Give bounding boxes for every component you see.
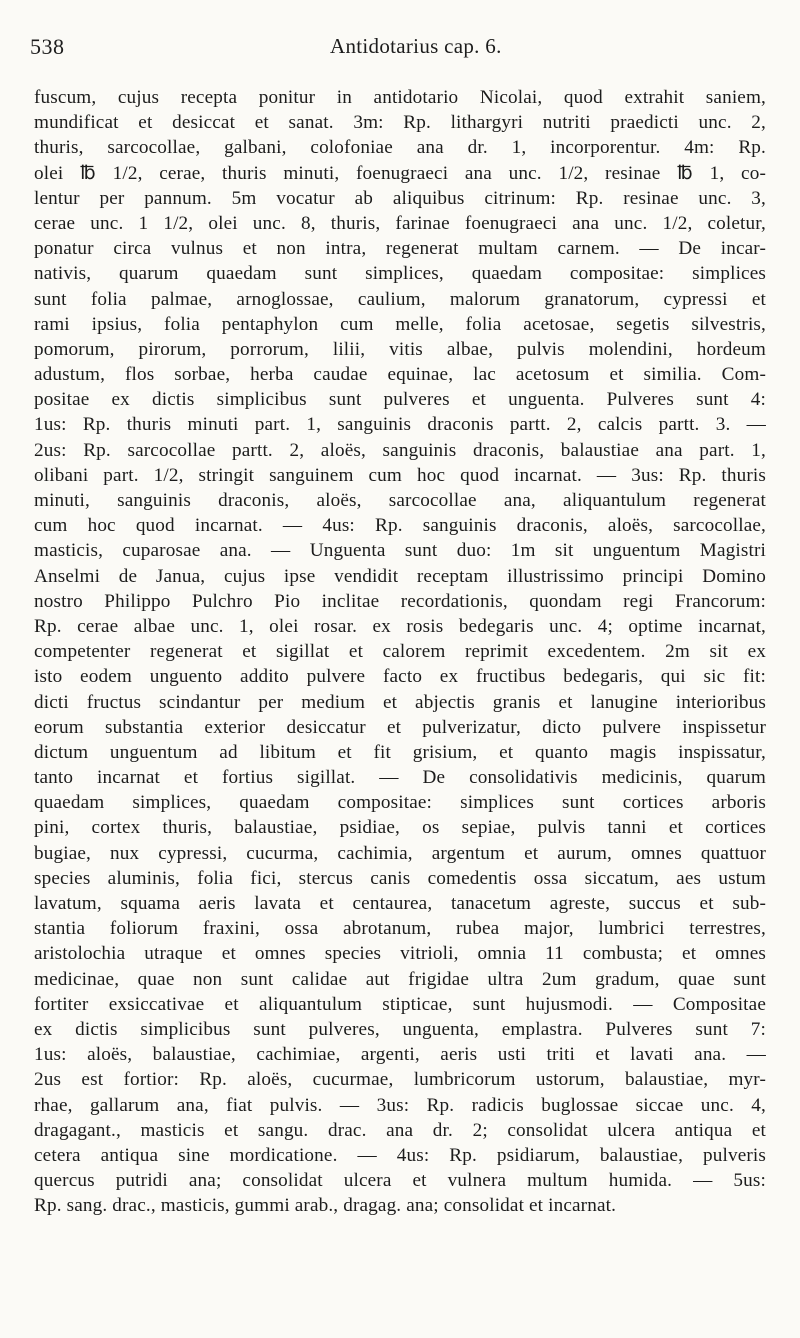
text-line: 1us: aloës, balaustiae, cachimiae, argenti, aeris usti triti et lavati ana. — [34, 1044, 766, 1066]
page-header [30, 34, 770, 64]
text-line: lavatum, squama aeris lavata et centaurea, tanacetum agreste, succus et sub- [34, 893, 766, 914]
text-line: pini, cortex thuris, balaustiae, psidiae, os sepiae, pulvis tanni et cortices [34, 817, 766, 839]
text-line: dicti fructus scindantur per medium et abjectis granis et lanugine interioribus [34, 691, 766, 713]
text-line: ex dictis simplicibus sunt pulveres, unguenta, emplastra. Pulveres sunt 7: [34, 1018, 766, 1040]
text-line: adustum, flos sorbae, herba caudae equinae, lac acetosum et similia. Com- [34, 364, 766, 386]
text-line: species aluminis, folia fici, stercus canis comedentis ossa siccatum, aes ustum [34, 867, 766, 889]
text-line: dragagant., masticis et sangu. drac. ana dr. 2; consolidat ulcera antiqua et [34, 1119, 766, 1141]
text-line: rami ipsius, folia pentaphylon cum melle, folia acetosae, segetis silvestris, [34, 313, 766, 335]
text-line: eorum substantia exterior desiccatur et pulverizatur, dicto pulvere inspissetur [34, 716, 766, 738]
text-line: mundificat et desiccat et sanat. 3m: Rp. lithargyri nutriti praedicti unc. 2, [34, 112, 766, 134]
text-line: stantia foliorum fraxini, ossa abrotanum, rubea major, lumbrici terrestres, [34, 918, 766, 940]
text-line: cerae unc. 1 1/2, olei unc. 8, thuris, farinae foenugraeci ana unc. 1/2, coletur, [34, 212, 766, 234]
text-line: fuscum, cujus recepta ponitur in antidotario Nicolai, quod extrahit saniem, [34, 87, 766, 108]
text-line: 2us est fortior: Rp. aloës, cucurmae, lumbricorum ustorum, balaustiae, myr- [34, 1069, 766, 1091]
text-line: ponatur circa vulnus et non intra, regenerat multam carnem. — De incar- [34, 238, 766, 260]
text-line: quaedam simplices, quaedam compositae: simplices sunt cortices arboris [34, 792, 766, 814]
text-line: masticis, cuparosae ana. — Unguenta sunt duo: 1m sit unguentum Magistri [34, 540, 766, 562]
body-text [34, 85, 766, 1218]
text-line: aristolochia utraque et omnes species vitrioli, omnia 11 combusta; et omnes [34, 943, 766, 965]
text-line: Anselmi de Janua, cujus ipse vendidit receptam illustrissimo principi Domino [34, 565, 766, 587]
text-line: 2us: Rp. sarcocollae partt. 2, aloës, sanguinis draconis, balaustiae ana part. 1, [34, 439, 766, 461]
text-line: isto eodem unguento addito pulvere facto ex fructibus bedegaris, qui sic fit: [34, 666, 766, 688]
text-line: cetera antiqua sine mordicatione. — 4us: Rp. psidiarum, balaustiae, pulveris [34, 1144, 766, 1166]
text-line: lentur per pannum. 5m vocatur ab aliquibus citrinum: Rp. resinae unc. 3, [34, 187, 766, 209]
text-line: nostro Philippo Pulchro Pio inclitae recordationis, quondam regi Francorum: [34, 590, 766, 612]
text-line: cum hoc quod incarnat. — 4us: Rp. sanguinis draconis, aloës, sarcocollae, [34, 515, 766, 537]
text-line: minuti, sanguinis draconis, aloës, sarcocollae ana, aliquantulum regenerat [34, 490, 766, 511]
text-line: bugiae, nux cypressi, cucurma, cachimia, argentum et aurum, omnes quattuor [34, 842, 766, 864]
text-line: pomorum, pirorum, porrorum, lilii, vitis albae, pulvis molendini, hordeum [34, 338, 766, 360]
text-line: Rp. sang. drac., masticis, gummi arab., dragag. ana; consolidat et incarnat. [34, 1195, 617, 1217]
text-line: dictum unguentum ad libitum et fit grisium, et quanto magis inspissatur, [34, 741, 766, 763]
page-number: 538 [30, 34, 65, 59]
text-line: sunt folia palmae, arnoglossae, caulium, malorum granatorum, cypressi et [34, 288, 766, 310]
text-line: nativis, quarum quaedam sunt simplices, quaedam compositae: simplices [34, 263, 766, 285]
text-line: thuris, sarcocollae, galbani, colofoniae ana dr. 1, incorporentur. 4m: Rp. [34, 137, 766, 159]
text-line: fortiter exsiccativae et aliquantulum stipticae, sunt hujusmodi. — Compositae [34, 993, 766, 1015]
text-line: medicinae, quae non sunt calidae aut frigidae ultra 2um gradum, quae sunt [34, 968, 766, 990]
text-line: quercus putridi ana; consolidat ulcera et vulnera multum humida. — 5us: [34, 1170, 766, 1192]
text-line: positae ex dictis simplicibus sunt pulveres et unguenta. Pulveres sunt 4: [34, 389, 766, 411]
text-line: competenter regenerat et sigillat et calorem reprimit excedentem. 2m sit ex [34, 641, 766, 663]
text-line: rhae, gallarum ana, fiat pulvis. — 3us: Rp. radicis buglossae siccae unc. 4, [34, 1094, 766, 1116]
running-head: Antidotarius cap. 6. [330, 34, 502, 58]
text-line: olibani part. 1/2, stringit sanguinem cum hoc quod incarnat. — 3us: Rp. thuris [34, 464, 766, 486]
text-line: Rp. cerae albae unc. 1, olei rosar. ex rosis bedegaris unc. 4; optime incarnat, [34, 615, 766, 637]
text-line: 1us: Rp. thuris minuti part. 1, sanguinis draconis partt. 2, calcis partt. 3. — [34, 414, 766, 436]
text-line: olei ℔ 1/2, cerae, thuris minuti, foenugraeci ana unc. 1/2, resinae ℔ 1, co- [34, 162, 766, 184]
text-line: tanto incarnat et fortius sigillat. — De consolidativis medicinis, quarum [34, 767, 766, 789]
